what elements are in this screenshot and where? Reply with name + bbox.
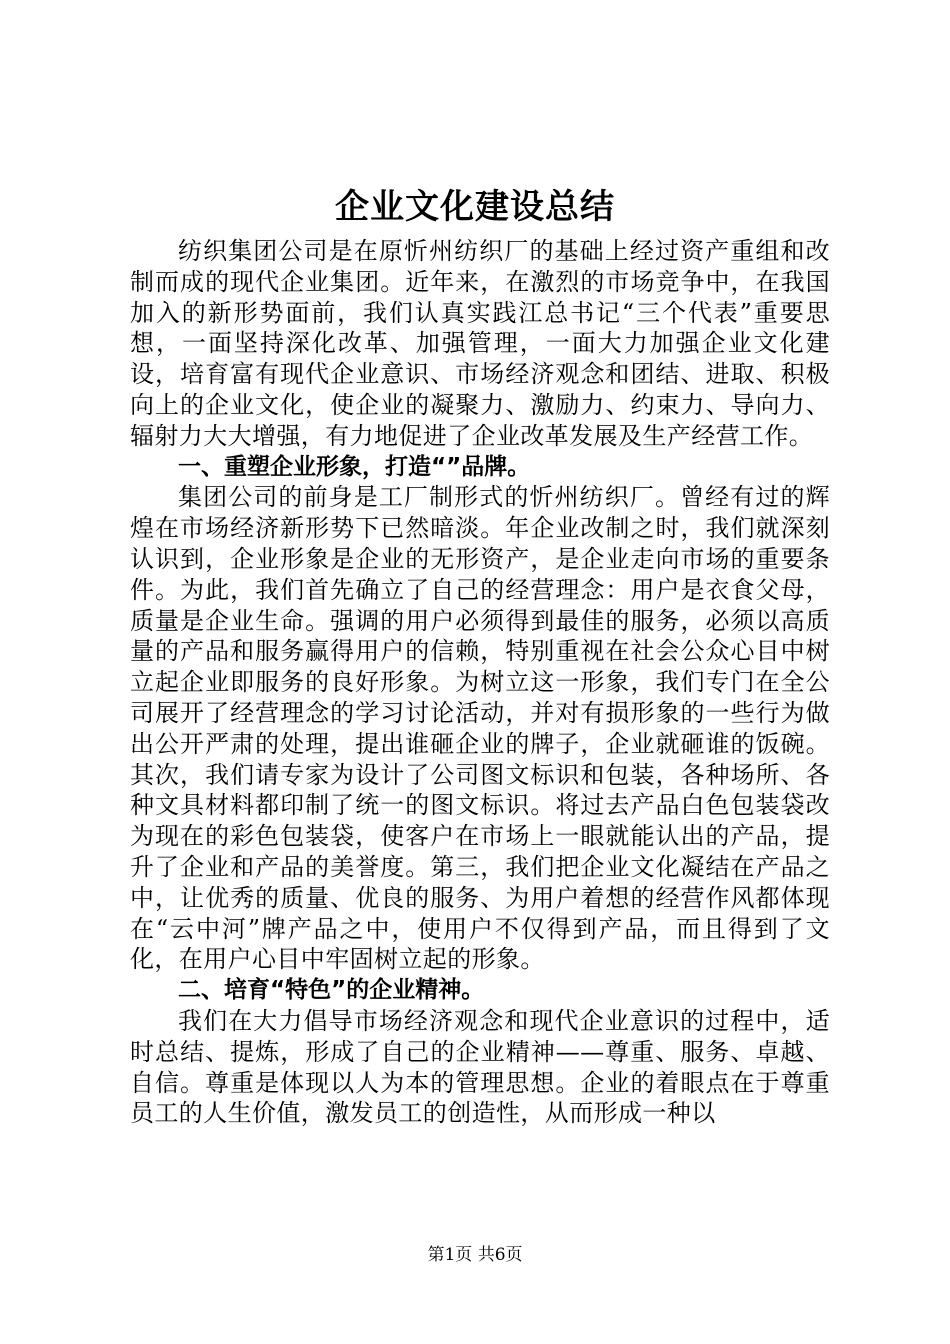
document-body	[130, 236, 830, 1129]
paragraph-intro: 纺织集团公司是在原忻州纺织厂的基础上经过资产重组和改制而成的现代企业集团。近年来，在激烈的市场竞争中，在我国加入的新形势面前，我们认真实践江总书记“三个代表”重要思想，一面坚持深化改革、加强管理，一面大力加强企业文化建设，培育富有现代企业意识、市场经济观念和团结、进取、积极向上的企业文化，使企业的凝聚力、激励力、约束力、导向力、辐射力大大增强，有力地促进了企业改革发展及生产经营工作。	[130, 237, 830, 450]
page-footer: 第1页 共6页	[427, 1245, 523, 1265]
paragraph-section-2: 我们在大力倡导市场经济观念和现代企业意识的过程中，适时总结、提炼，形成了自己的企业精神——尊重、服务、卓越、自信。尊重是体现以人为本的管理思想。企业的着眼点在于尊重员工的人生价值，激发员工的创造性，从而形成一种以	[130, 1006, 830, 1128]
section-heading-2: 二、培育“特色”的企业精神。	[178, 977, 485, 1004]
paragraph-section-1: 集团公司的前身是工厂制形式的忻州纺织厂。曾经有过的辉煌在市场经济新形势下已然暗淡。年企业改制之时，我们就深刻认识到，企业形象是企业的无形资产，是企业走向市场的重要条件。为此，我们首先确立了自己的经营理念：用户是衣食父母，质量是企业生命。强调的用户必须得到最佳的服务，必须以高质量的产品和服务赢得用户的信赖，特别重视在社会公众心目中树立起企业即服务的良好形象。为树立这一形象，我们专门在全公司展开了经营理念的学习讨论活动，并对有损形象的一些行为做出公开严肃的处理，提出谁砸企业的牌子，企业就砸谁的饭碗。其次，我们请专家为设计了公司图文标识和包装，各种场所、各种文具材料都印制了统一的图文标识。将过去产品白色包装袋改为现在的彩色包装袋，使客户在市场上一眼就能认出的产品，提升了企业和产品的美誉度。第三，我们把企业文化凝结在产品之中，让优秀的质量、优良的服务、为用户着想的经营作风都体现在“云中河”牌产品之中，使用户不仅得到产品，而且得到了文化，在用户心目中牢固树立起的形象。	[130, 483, 830, 974]
section-heading-1: 一、重塑企业形象，打造“”品牌。	[178, 453, 531, 480]
document-title: 企业文化建设总结	[335, 187, 615, 227]
